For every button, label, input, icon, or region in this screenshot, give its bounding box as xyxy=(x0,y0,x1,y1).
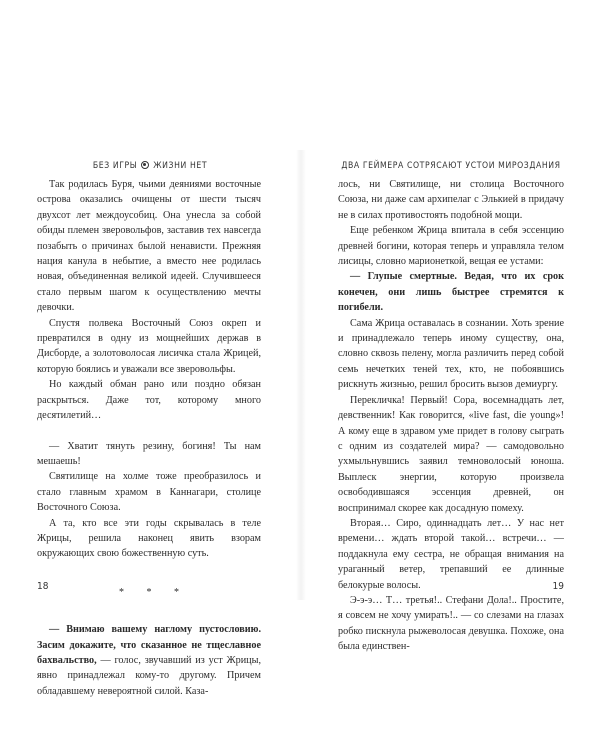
running-head-left xyxy=(0,160,300,172)
paragraph: Но каждый обман рано или поздно обязан раскрыться. Даже тот, которому много десятилетий… xyxy=(37,379,261,422)
scene-break: * * * xyxy=(119,586,189,598)
right-page xyxy=(300,0,600,750)
paragraph: Спустя полвека Восточный Союз окреп и превратился в одну из мощнейших держав в Дисборде, а золотоволосая лисичка стала Жрицей, которую боялись и уважали все зверовольфы. xyxy=(37,317,261,375)
running-head-left-part2: ЖИЗНИ НЕТ xyxy=(153,161,208,171)
paragraph: Так родилась Буря, чьими деяниями восточные острова оказались очищены от шести тысяч двухсот лет междоусобиц. Она унесла за собой обиды племен зверовольфов, заставив тех навсегда позабыть о причинах былой ненависти. Прежняя нация канула в небытие, а вместо нее родилась новая, объединенная великой идеей. Случившееся стало первым шагом к осуществлению мечты девочки. xyxy=(37,179,261,314)
paragraph: — Глупые смертные. Ведая, что их срок конечен, они лишь быстрее стремятся к погибели. xyxy=(338,271,564,314)
paragraph: А та, кто все эти годы скрывалась в теле Жрицы, решила наконец явить взорам окружающих свою божественную суть. xyxy=(37,517,261,560)
paragraph: Святилище на холме тоже преобразилось и стало главным храмом в Каннагари, столице Восточного Союза. xyxy=(37,471,261,514)
paragraph: — Хватит тянуть резину, богиня! Ты нам мешаешь! xyxy=(37,440,261,467)
paragraph: Еще ребенком Жрица впитала в себя эссенцию древней богини, которая теперь и управляла телом лисицы, словно марионеткой, вещая ее устами: xyxy=(338,225,564,268)
paragraph xyxy=(37,622,261,699)
right-text-block xyxy=(338,177,564,655)
paragraph: Э-э-э… Т… третья!.. Стефани Дола!.. Простите, я совсем не хочу умирать!.. — со слезами на глазах робко пискнула рыжеволосая девушка. Похоже, она была единствен- xyxy=(338,594,564,653)
running-head-left-part1: БЕЗ ИГРЫ xyxy=(92,161,138,171)
page-number-right: 19 xyxy=(552,581,564,592)
bold-speech: — Внимаю вашему наглому пустословию. Засим докажите, что сказанное не тщеславное бахвальство, xyxy=(37,624,261,666)
paragraph: Перекличка! Первый! Сора, восемнадцать лет, девственник! Как говорится, «live fast, die young»! А кому еще в здравом уме придет в голову сыграть с одним из создателей мира? — самодовольно ухмыльнувшись заявил темноволосый юноша. Выплеск энергии, которую произвела освободившаяся эссенция древней, он воспринимал скорее как досадную помеху. xyxy=(338,394,564,514)
paragraph: Вторая… Сиро, одиннадцать лет… У нас нет времени… ждать второй такой… встречи… — поддакнула ему сестра, не обращая внимания на ураганный ветер, трепавший ее длинные белокурые волосы. xyxy=(338,517,564,591)
running-head-right: ДВА ГЕЙМЕРА СОТРЯСАЮТ УСТОИ МИРОЗДАНИЯ xyxy=(341,161,561,171)
paragraph: Сама Жрица оставалась в сознании. Хоть зрение и принадлежало теперь иному существу, она, словно сквозь пелену, могла различить перед собой семь нечетких теней тех, кто, не побоявшись рискнуть жизнью, решил бросить вызов демиургу. xyxy=(338,317,564,391)
narration: — голос, звучавший из уст Жрицы, явно принадлежал кому-то другому. Причем обладавшему невероятной силой. Каза- xyxy=(37,654,261,697)
ornament-icon xyxy=(141,161,149,169)
page-number-left: 18 xyxy=(37,581,49,592)
left-text-block xyxy=(37,177,261,699)
paragraph: лось, ни Святилище, ни столица Восточного Союза, ни даже сам архипелаг с Элькией в придачу не в силах противостоять подобной мощи. xyxy=(338,179,564,221)
